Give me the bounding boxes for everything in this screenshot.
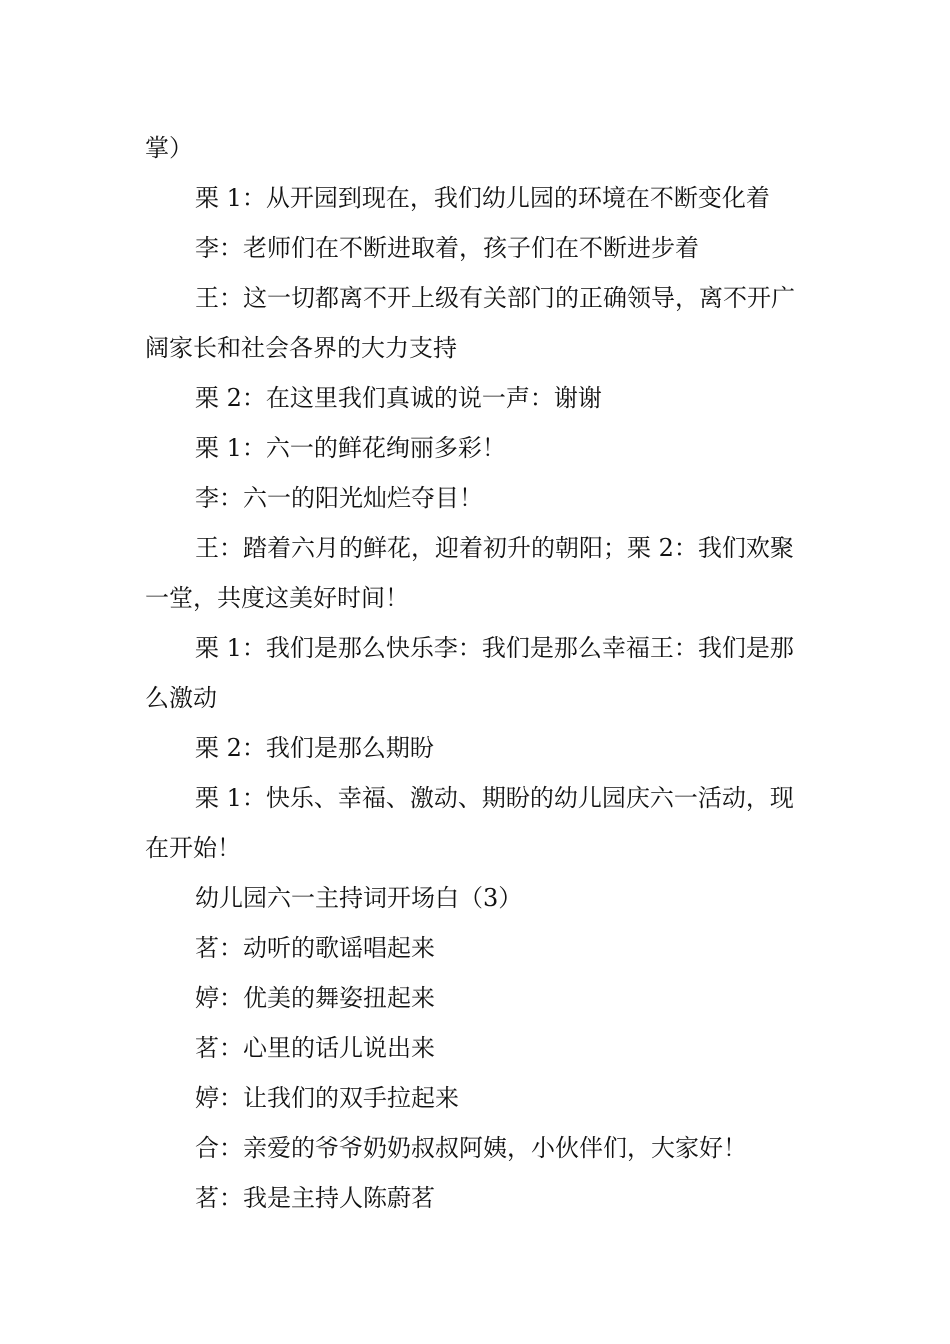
paragraph: 栗 2：在这里我们真诚的说一声：谢谢 — [195, 384, 602, 412]
paragraph: 婷：让我们的双手拉起来 — [195, 1084, 459, 1112]
paragraph: 李：六一的阳光灿烂夺目！ — [195, 484, 483, 512]
paragraph: 栗 1：快乐、幸福、激动、期盼的幼儿园庆六一活动，现在开始！ — [145, 784, 794, 862]
section-heading: 幼儿园六一主持词开场白（3） — [195, 884, 523, 912]
paragraph: 栗 2：我们是那么期盼 — [195, 734, 434, 762]
paragraph: 栗 1：从开园到现在，我们幼儿园的环境在不断变化着 — [195, 184, 770, 212]
paragraph: 栗 1：六一的鲜花绚丽多彩！ — [195, 434, 506, 462]
paragraph: 王：这一切都离不开上级有关部门的正确领导，离不开广阔家长和社会各界的大力支持 — [145, 284, 795, 362]
paragraph: 合：亲爱的爷爷奶奶叔叔阿姨，小伙伴们，大家好！ — [195, 1134, 747, 1162]
paragraph: 茗：我是主持人陈蔚茗 — [195, 1184, 435, 1212]
paragraph: 李：老师们在不断进取着，孩子们在不断进步着 — [195, 234, 699, 262]
paragraph: 王：踏着六月的鲜花，迎着初升的朝阳；栗 2：我们欢聚一堂，共度这美好时间！ — [145, 534, 794, 612]
document-body — [145, 123, 807, 1223]
paragraph: 婷：优美的舞姿扭起来 — [195, 984, 435, 1012]
paragraph: 掌） — [145, 134, 193, 162]
paragraph: 栗 1：我们是那么快乐李：我们是那么幸福王：我们是那么激动 — [145, 634, 794, 712]
paragraph: 茗：动听的歌谣唱起来 — [195, 934, 435, 962]
paragraph: 茗：心里的话儿说出来 — [195, 1034, 435, 1062]
